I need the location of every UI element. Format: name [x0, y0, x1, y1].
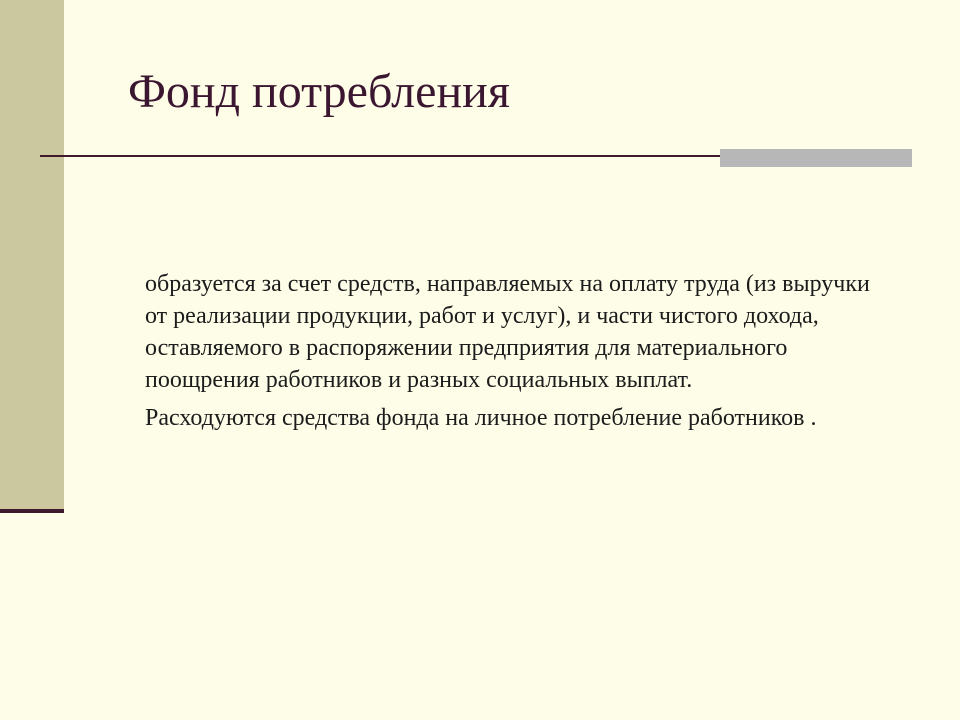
slide-body: [140, 268, 880, 434]
title-divider-accent: [720, 149, 912, 167]
body-paragraph-formation: образуется за счет средств, направляемых на оплату труда (из выручки от реализации продукции, работ и услуг), и части чистого дохода, оставляемого в распоряжении предприятия для материального поощрения работников и разных социальных выплат.: [145, 271, 870, 393]
side-accent-underline: [0, 509, 64, 513]
side-accent-bar: [0, 0, 64, 511]
slide-title: Фонд потребления: [128, 65, 510, 118]
body-paragraph-usage: Расходуются средства фонда на личное потребление работников .: [145, 405, 817, 431]
